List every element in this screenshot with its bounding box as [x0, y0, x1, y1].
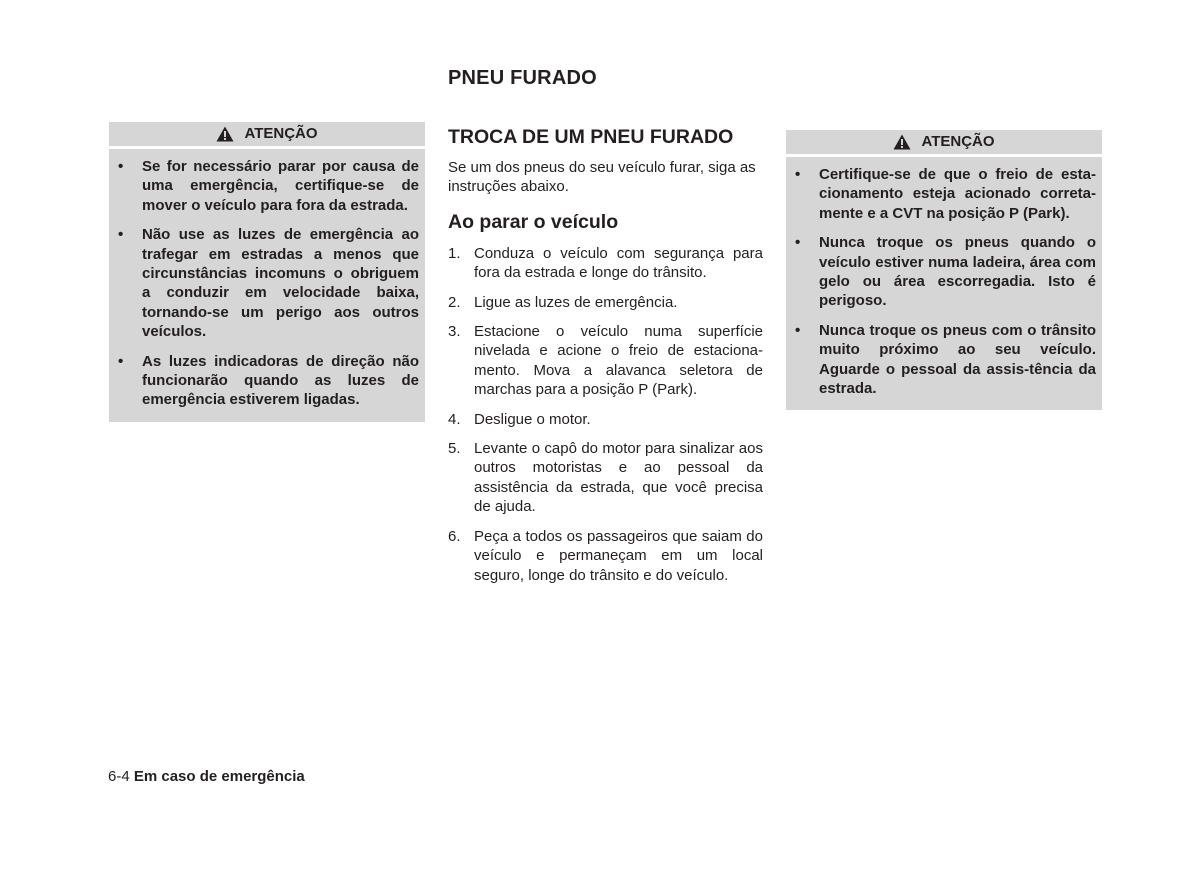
warning-header [109, 122, 425, 146]
step-item: 3. Estacione o veículo numa superfície nivelada e acione o freio de estaciona-mento. Mova a alavanca seletora de marchas para a posição P (Park). [448, 323, 763, 399]
steps-list [448, 244, 763, 585]
warning-box-left [109, 122, 425, 422]
warning-header-label: ATENÇÃO [921, 133, 995, 151]
warning-item: • Nunca troque os pneus com o trânsito muito próximo ao seu veículo. Aguarde o pessoal da assis-tência da estrada. [795, 321, 1096, 398]
warning-item: • Não use as luzes de emergência ao trafegar em estradas a menos que circunstâncias incomuns o obriguem a conduzir em velocidade baixa, tornando-se um perigo aos outros veículos. [118, 226, 419, 341]
warning-list [786, 157, 1102, 410]
step-item: 4. Desligue o motor. [448, 410, 591, 428]
step-item: 1. Conduza o veículo com segurança para fora da estrada e longe do trânsito. [448, 244, 763, 282]
warning-triangle-icon [893, 134, 911, 150]
page-footer [108, 768, 305, 785]
section-title: TROCA DE UM PNEU FURADO [448, 126, 734, 148]
page-title: PNEU FURADO [448, 67, 597, 89]
footer-section-title: Em caso de emergência [133, 768, 305, 785]
main-column [448, 126, 763, 595]
warning-header [786, 130, 1102, 154]
step-item: 6. Peça a todos os passageiros que saiam do veículo e permaneçam em um local seguro, longe do trânsito e do veículo. [448, 527, 763, 584]
warning-header-label: ATENÇÃO [244, 125, 318, 143]
warning-item: • As luzes indicadoras de direção não funcionarão quando as luzes de emergência estiverem ligadas. [118, 352, 419, 409]
warning-triangle-icon [216, 126, 234, 142]
warning-list [109, 149, 425, 422]
subsection-title: Ao parar o veículo [448, 210, 619, 233]
warning-item: • Se for necessário parar por causa de uma emergência, certifique-se de mover o veículo para fora da estrada. [118, 158, 419, 214]
step-item: 2. Ligue as luzes de emergência. [448, 293, 678, 311]
warning-item: • Nunca troque os pneus quando o veículo estiver numa ladeira, área com gelo ou área escorregadia. Isto é perigoso. [795, 234, 1096, 310]
page-number: 6-4 [108, 768, 130, 785]
intro-paragraph: Se um dos pneus do seu veículo furar, siga as instruções abaixo. [448, 159, 756, 196]
warning-item: • Certifique-se de que o freio de esta-cionamento esteja acionado correta-mente e a CVT na posição P (Park). [795, 166, 1096, 222]
step-item: 5. Levante o capô do motor para sinalizar aos outros motoristas e ao pessoal da assistência da estrada, que você precisa de ajuda. [448, 440, 763, 516]
warning-box-right [786, 130, 1102, 410]
